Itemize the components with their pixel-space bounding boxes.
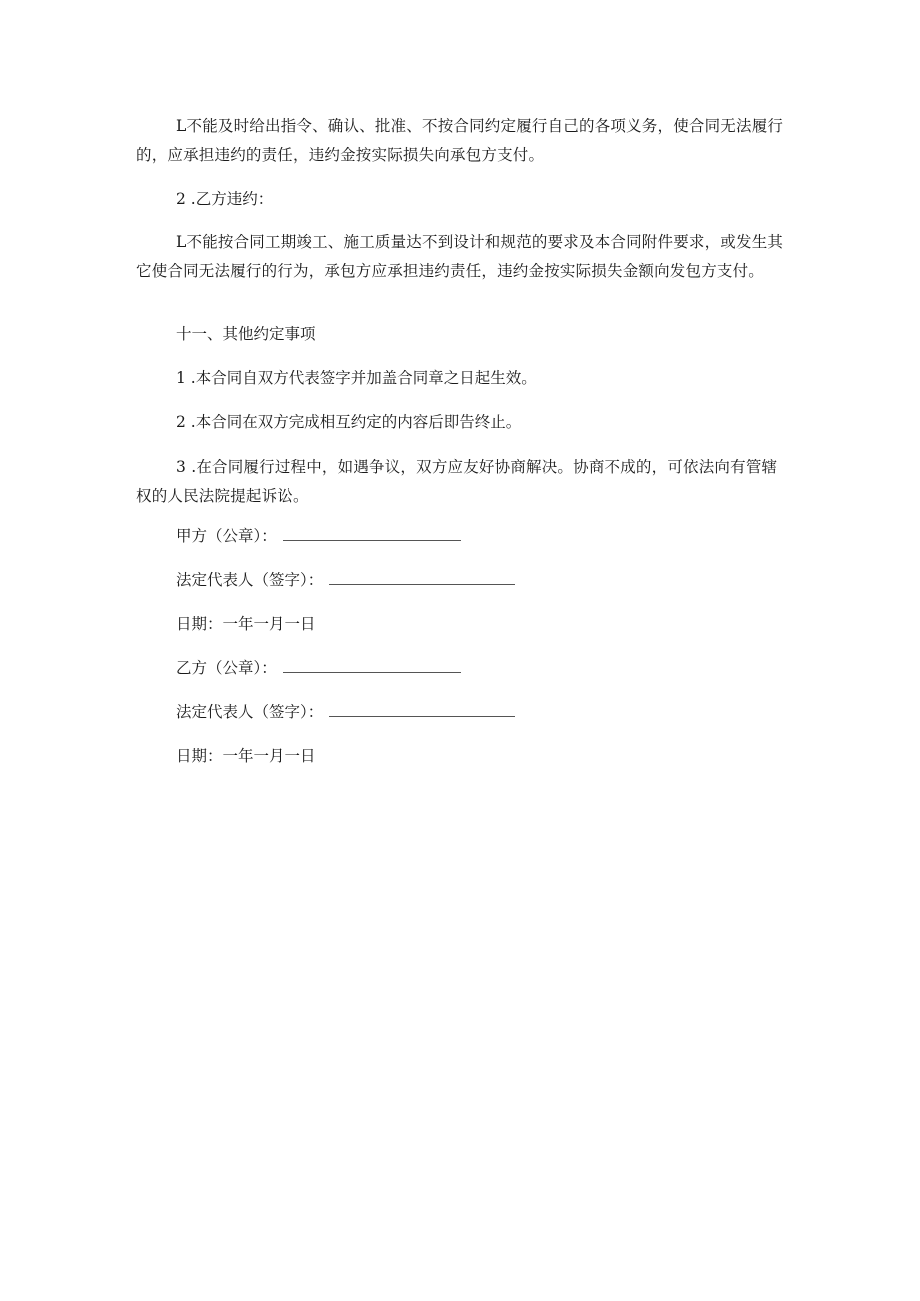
party-b-date: 日期：一年一月一日 bbox=[176, 747, 316, 765]
breach-party-b-paragraph: L不能按合同工期竣工、施工质量达不到设计和规范的要求及本合同附件要求，或发生其它使合同无法履行的行为，承包方应承担违约责任，违约金按实际损失金额向发包方支付。 bbox=[136, 233, 784, 280]
party-a-seal-label: 甲方（公章）： bbox=[176, 527, 277, 545]
breach-party-b-heading: 2 .乙方违约： bbox=[176, 190, 274, 208]
party-b-rep-line bbox=[176, 698, 515, 727]
section-eleven-heading: 十一、其他约定事项 bbox=[176, 325, 316, 343]
party-a-rep-line bbox=[176, 566, 515, 595]
clause-item-1: 1 .本合同自双方代表签字并加盖合同章之日起生效。 bbox=[176, 369, 537, 387]
party-a-rep-blank[interactable] bbox=[329, 566, 515, 585]
party-a-seal-line bbox=[176, 522, 461, 551]
party-b-seal-line bbox=[176, 654, 461, 683]
party-b-seal-blank[interactable] bbox=[283, 654, 461, 673]
party-a-seal-blank[interactable] bbox=[283, 522, 461, 541]
clause-item-3: 3 .在合同履行过程中，如遇争议，双方应友好协商解决。协商不成的，可依法向有管辖权的人民法院提起诉讼。 bbox=[136, 458, 778, 505]
breach-party-a-paragraph: L不能及时给出指令、确认、批准、不按合同约定履行自己的各项义务，使合同无法履行的，应承担违约的责任，违约金按实际损失向承包方支付。 bbox=[136, 117, 784, 164]
clause-item-2: 2 .本合同在双方完成相互约定的内容后即告终止。 bbox=[176, 413, 522, 431]
party-b-rep-blank[interactable] bbox=[329, 698, 515, 717]
party-a-rep-label: 法定代表人（签字）： bbox=[176, 571, 324, 589]
party-b-seal-label: 乙方（公章）： bbox=[176, 659, 277, 677]
party-a-date: 日期：一年一月一日 bbox=[176, 615, 316, 633]
party-b-rep-label: 法定代表人（签字）： bbox=[176, 703, 324, 721]
